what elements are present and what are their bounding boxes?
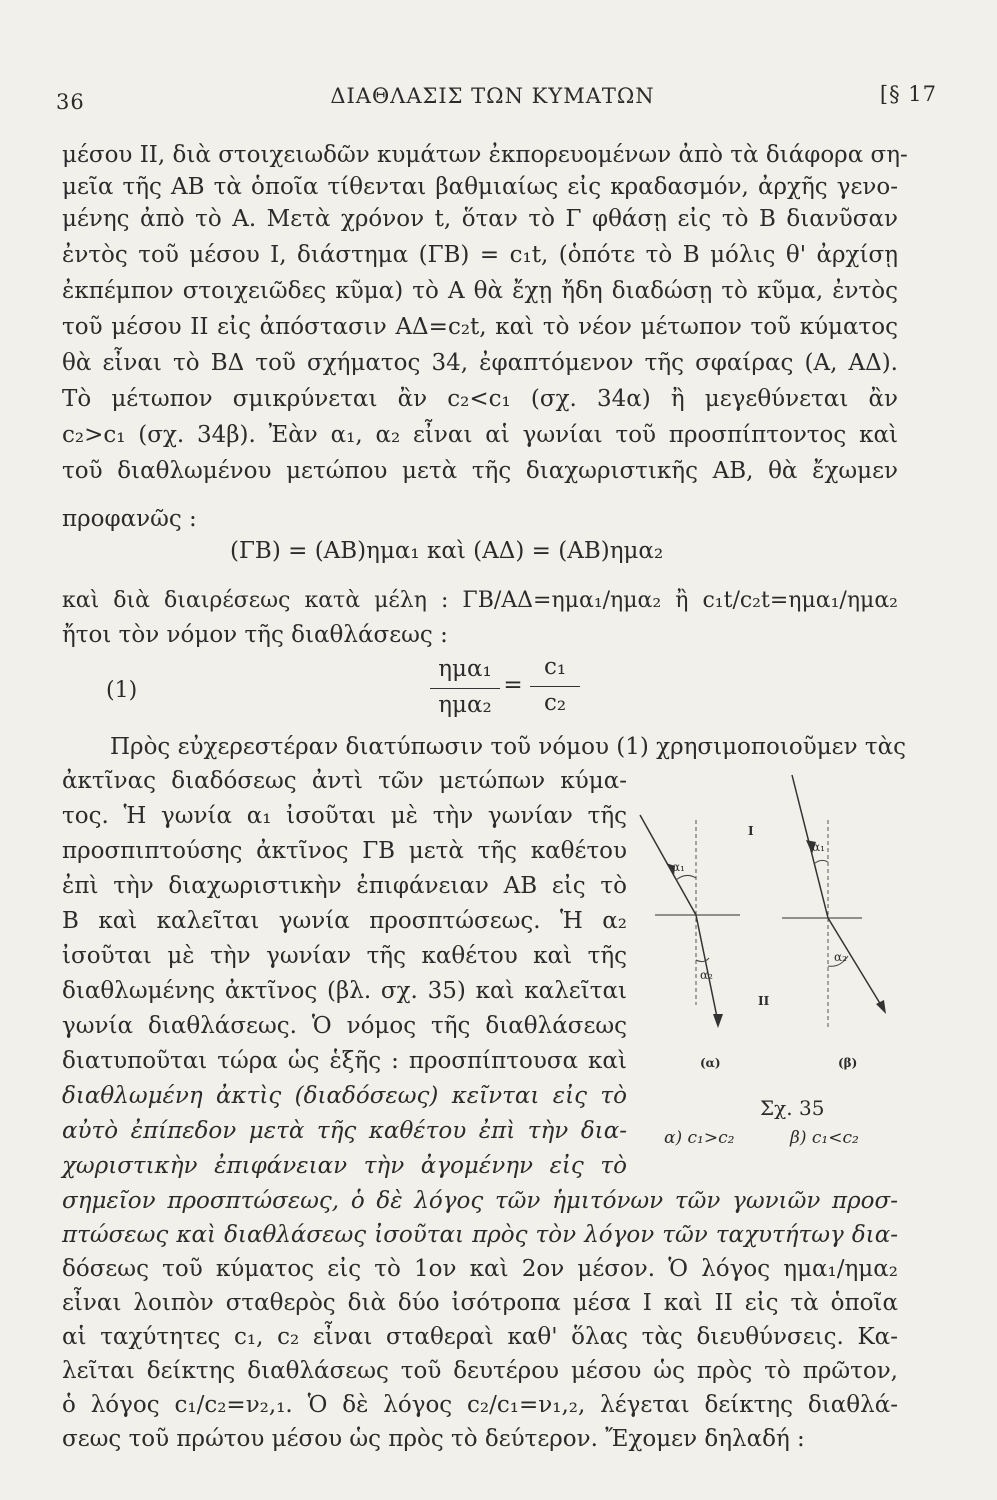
figure-subcaption: β) c₁<c₂ bbox=[790, 1128, 859, 1148]
subfigure-label: (α) bbox=[700, 1056, 721, 1070]
figure-caption: Σχ. 35 bbox=[760, 1096, 825, 1120]
text-line: διαθλωμένης ἀκτῖνος (βλ. σχ. 35) καὶ καλεῖται bbox=[62, 978, 627, 1004]
text-line: Β καὶ καλεῖται γωνία προσπτώσεως. Ἡ α₂ bbox=[62, 908, 627, 934]
equation-sines: (ΓΒ) = (ΑΒ)ημα₁ καὶ (ΑΔ) = (ΑΒ)ημα₂ bbox=[230, 538, 664, 564]
text-line: τοῦ διαθλωμένου μετώπου μετὰ τῆς διαχωριστικῆς ΑΒ, θὰ ἔχωμεν bbox=[62, 458, 898, 484]
figure-subcaption: α) c₁>c₂ bbox=[664, 1128, 735, 1148]
text-line: ἐκπέμπον στοιχειῶδες κῦμα) τὸ Α θὰ ἔχῃ ἤδη διαδώσῃ τὸ κῦμα, ἐντὸς bbox=[62, 278, 898, 304]
text-line: αἱ ταχύτητες c₁, c₂ εἶναι σταθεραὶ καθ' ὅλας τὰς διευθύνσεις. Κα- bbox=[62, 1324, 898, 1350]
fraction-bar bbox=[530, 686, 580, 687]
text-line: Τὸ μέτωπον σμικρύνεται ἂν c₂<c₁ (σχ. 34α) ἢ μεγεθύνεται ἂν bbox=[62, 386, 898, 412]
equation-number: (1) bbox=[106, 678, 138, 703]
text-line: δόσεως τοῦ κύματος εἰς τὸ 1ον καὶ 2ον μέσον. Ὁ λόγος ημα₁/ημα₂ bbox=[62, 1256, 898, 1282]
text-line: διαθλωμένη ἀκτὶς (διαδόσεως) κεῖνται εἰς τὸ bbox=[62, 1083, 627, 1109]
text-line: c₂>c₁ (σχ. 34β). Ἐὰν α₁, α₂ εἶναι αἱ γωνίαι τοῦ προσπίπτοντος καὶ bbox=[62, 422, 898, 448]
text-line: αὐτὸ ἐπίπεδον μετὰ τῆς καθέτου ἐπὶ τὴν δια- bbox=[62, 1118, 627, 1144]
medium-label: ΙΙ bbox=[758, 994, 770, 1008]
text-line: ἰσοῦται μὲ τὴν γωνίαν τῆς καθέτου καὶ τῆς bbox=[62, 943, 627, 969]
text-line: προφανῶς : bbox=[62, 506, 197, 532]
text-line: προσπιπτούσης ἀκτῖνος ΓΒ μετὰ τῆς καθέτου bbox=[62, 838, 627, 864]
text-line: Πρὸς εὐχερεστέραν διατύπωσιν τοῦ νόμου (1) χρησιμοποιοῦμεν τὰς bbox=[110, 734, 907, 760]
fraction-bar bbox=[430, 688, 500, 689]
text-line: μεῖα τῆς ΑΒ τὰ ὁποῖα τίθενται βαθμιαίως εἰς κραδασμόν, ἀρχῆς γενο- bbox=[62, 174, 898, 200]
page-header bbox=[48, 84, 937, 114]
text-line: τος. Ἡ γωνία α₁ ἰσοῦται μὲ τὴν γωνίαν τῆς bbox=[62, 803, 627, 829]
text-line: εἶναι λοιπὸν σταθερὸς διὰ δύο ἰσότροπα μέσα Ι καὶ ΙΙ εἰς τὰ ὁποῖα bbox=[62, 1290, 898, 1316]
text-line: διατυποῦται τώρα ὡς ἑξῆς : προσπίπτουσα καὶ bbox=[62, 1048, 627, 1074]
text-line: σεως τοῦ πρώτου μέσου ὡς πρὸς τὸ δεύτερον. Ἔχομεν δηλαδή : bbox=[62, 1426, 805, 1452]
text-line: καὶ διὰ διαιρέσεως κατὰ μέλη : ΓΒ/ΑΔ=ημα₁/ημα₂ ἢ c₁t/c₂t=ημα₁/ημα₂ bbox=[62, 588, 898, 613]
angle-arc bbox=[814, 860, 828, 864]
text-line: ἐντὸς τοῦ μέσου Ι, διάστημα (ΓΒ) = c₁t, (ὁπότε τὸ Β μόλις θ' ἀρχίσῃ bbox=[62, 242, 898, 268]
angle-label: α₁ bbox=[812, 840, 825, 854]
page-number: 36 bbox=[56, 90, 85, 114]
figure-refraction bbox=[600, 760, 900, 1180]
text-line: σημεῖον προσπτώσεως, ὁ δὲ λόγος τῶν ἡμιτόνων τῶν γωνιῶν προσ- bbox=[62, 1188, 898, 1214]
fraction-denominator-left: ημα₂ bbox=[438, 692, 492, 718]
arrow-head-icon bbox=[713, 1014, 723, 1028]
medium-label: Ι bbox=[748, 824, 754, 838]
text-line: ἤτοι τὸν νόμον τῆς διαθλάσεως : bbox=[62, 622, 448, 648]
angle-label: α₁ bbox=[672, 860, 685, 874]
running-title: ΔΙΑΘΛΑΣΙΣ ΤΩΝ ΚΥΜΑΤΩΝ bbox=[330, 84, 655, 108]
refracted-ray bbox=[828, 918, 884, 1010]
refraction-diagram bbox=[600, 760, 900, 1060]
fraction-numerator-left: ημα₁ bbox=[438, 656, 492, 682]
section-marker: [§ 17 bbox=[879, 82, 937, 106]
fraction-denominator-right: c₂ bbox=[543, 690, 567, 716]
angle-arc bbox=[696, 958, 709, 962]
text-line: μένης ἀπὸ τὸ Α. Μετὰ χρόνον t, ὅταν τὸ Γ φθάσῃ εἰς τὸ Β διανῦσαν bbox=[62, 206, 898, 232]
text-line: τοῦ μέσου ΙΙ εἰς ἀπόστασιν ΑΔ=c₂t, καὶ τὸ νέον μέτωπον τοῦ κύματος bbox=[62, 314, 898, 340]
arrow-head-icon bbox=[876, 1000, 886, 1014]
angle-label: α₂ bbox=[700, 968, 713, 982]
text-line: μέσου ΙΙ, διὰ στοιχειωδῶν κυμάτων ἐκπορευομένων ἀπὸ τὰ διάφορα ση- bbox=[62, 142, 908, 168]
fraction-numerator-right: c₁ bbox=[543, 654, 567, 680]
angle-arc bbox=[676, 875, 696, 880]
text-line: θὰ εἶναι τὸ ΒΔ τοῦ σχήματος 34, ἐφαπτόμενον τῆς σφαίρας (Α, ΑΔ). bbox=[62, 350, 898, 376]
equals-sign: = bbox=[503, 672, 523, 698]
text-line: γωνία διαθλάσεως. Ὁ νόμος τῆς διαθλάσεως bbox=[62, 1013, 627, 1039]
subfigure-label: (β) bbox=[838, 1056, 858, 1070]
text-line: χωριστικὴν ἐπιφάνειαν τὴν ἀγομένην εἰς τὸ bbox=[62, 1153, 627, 1179]
text-line: ἐπὶ τὴν διαχωριστικὴν ἐπιφάνειαν ΑΒ εἰς τὸ bbox=[62, 873, 627, 899]
text-line: ἀκτῖνας διαδόσεως ἀντὶ τῶν μετώπων κύμα- bbox=[62, 768, 627, 794]
text-line: ὁ λόγος c₁/c₂=ν₂,₁. Ὁ δὲ λόγος c₂/c₁=ν₁,₂, λέγεται δείκτης διαθλά- bbox=[62, 1392, 898, 1418]
text-line: πτώσεως καὶ διαθλάσεως ἰσοῦται πρὸς τὸν λόγον τῶν ταχυτήτωγ δια- bbox=[62, 1222, 898, 1248]
text-line: λεῖται δείκτης διαθλάσεως τοῦ δευτέρου μέσου ὡς πρὸς τὸ πρῶτον, bbox=[62, 1358, 898, 1384]
angle-label: α₂ bbox=[834, 950, 847, 964]
